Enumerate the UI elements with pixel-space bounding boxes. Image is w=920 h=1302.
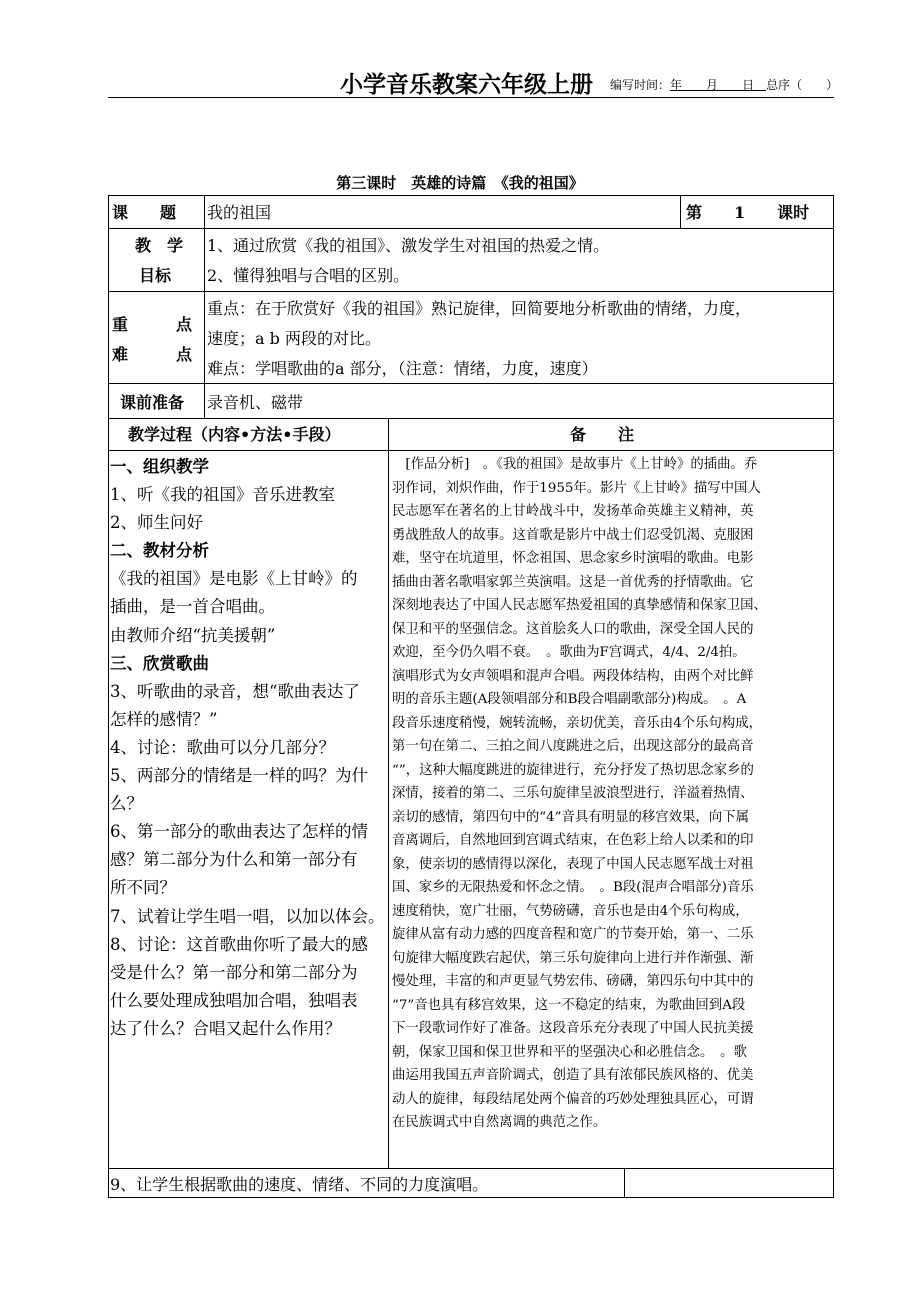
row-divider	[108, 291, 834, 292]
notes-line: 速度稍快，宽广壮丽，气势磅礴，音乐也是由4个乐句构成，	[392, 903, 749, 919]
notes-line: 明的音乐主题(A段领唱部分和B段合唱副歌部分)构成。 。A	[392, 692, 747, 707]
key-line: 重点：在于欣赏好《我的祖国》熟记旋律，回简要地分析歌曲的情绪，力度，	[207, 299, 752, 318]
process-line: 达了什么？合唱又起什么作用？	[110, 1018, 341, 1038]
goals-label: 目标	[139, 266, 172, 285]
process-line: 5、两部分的情绪是一样的吗？为什	[110, 766, 368, 786]
meta-year: 年	[670, 78, 683, 92]
key-label: 重 点	[112, 315, 193, 334]
row-divider	[108, 418, 834, 419]
meta-month: 月	[706, 78, 719, 92]
process-line: 一、组织教学	[110, 457, 209, 476]
notes-line: 象，使亲切的感情得以深化，表现了中国人民志愿军战士对祖	[392, 856, 754, 872]
process-line: 么？	[110, 794, 143, 814]
row-divider	[108, 1168, 834, 1169]
process-line: 由教师介绍“抗美援朝”	[110, 625, 276, 645]
meta-label: 编写时间：	[610, 78, 671, 92]
notes-line: 亲切的感情，第四句中的“4”音具有明显的移宫效果，向下属	[392, 809, 749, 825]
process-line: 感？第二部分为什么和第一部分有	[110, 850, 358, 870]
notes-line: [作品分析] 。《我的祖国》是故事片《上甘岭》的插曲。乔	[392, 457, 758, 472]
meta-day: 日	[742, 78, 755, 92]
process-line: 插曲，是一首合唱曲。	[110, 597, 275, 617]
process-header: 教学过程（内容•方法•手段）	[128, 425, 341, 444]
notes-line: 段音乐速度稍慢，婉转流畅，亲切优美，音乐由4个乐句构成，	[392, 715, 763, 731]
key-line: 难点：学唱歌曲的a 部分，（注意：情绪，力度，速度）	[207, 359, 598, 378]
process-line: 4、讨论：歌曲可以分几部分？	[110, 737, 335, 757]
notes-line: 朝，保家卫国和保卫世界和平的坚强决心和必胜信念。 。歌	[392, 1044, 747, 1060]
process-column	[110, 453, 388, 1043]
process-line: 怎样的感情？”	[110, 709, 218, 729]
notes-line: 慢处理，丰富的和声更显气势宏伟、磅礴，第四乐句中其中的	[392, 974, 754, 989]
notes-line: 第一句在第二、三拍之间八度跳进之后，出现这部分的最高音	[392, 739, 754, 754]
process-line: 受是什么？第一部分和第二部分为	[110, 962, 358, 982]
notes-line: 羽作词，刘炽作曲，作于1955年。影片《上甘岭》描写中国人	[392, 480, 761, 496]
col-divider	[204, 195, 205, 418]
notes-line: 插曲由著名歌唱家郭兰英演唱。这是一首优秀的抒情歌曲。它	[392, 574, 754, 590]
notes-line: “7”音也具有移宫效果，这一不稳定的结束，为歌曲回到A段	[392, 997, 746, 1013]
header-title: 小学音乐教案六年级上册	[340, 71, 593, 98]
header-rule	[108, 97, 834, 98]
process-line: 二、教材分析	[110, 541, 209, 561]
col-divider	[680, 195, 681, 228]
notes-line: 国、家乡的无限热爱和怀念之情。 。B段(混声合唱部分)音乐	[392, 880, 754, 895]
key-line: 速度；a b 两段的对比。	[207, 329, 381, 348]
notes-line: “”，这种大幅度跳进的旋律进行，充分抒发了热切思念家乡的	[392, 762, 754, 778]
goal-item: 2、懂得独唱与合唱的区别。	[207, 266, 410, 285]
notes-line: 民志愿军在著名的上甘岭战斗中，发扬革命英雄主义精神，英	[392, 504, 754, 519]
prep-value: 录音机、磁带	[207, 393, 304, 412]
topic-label: 课 题	[112, 203, 177, 222]
process-line: 什么要处理成独唱加合唱，独唱表	[110, 990, 358, 1010]
process-line: 三、欣赏歌曲	[110, 653, 209, 673]
notes-line: 旋律从富有动力感的四度音程和宽广的节奏开始，第一、二乐	[392, 927, 754, 942]
notes-line: 演唱形式为女声领唱和混声合唱。两段体结构，由两个对比鲜	[392, 668, 754, 684]
notes-header: 备 注	[570, 425, 635, 444]
goal-item: 1、通过欣赏《我的祖国》、激发学生对祖国的热爱之情。	[207, 236, 610, 255]
notes-line: 深刻地表达了中国人民志愿军热爱祖国的真挚感情和保家卫国、	[392, 598, 767, 613]
notes-line: 欢迎，至今仍久唱不衰。 。歌曲为F宫调式，4/4、2/4拍。	[392, 645, 746, 660]
process-line: 8、讨论：这首歌曲你听了最大的感	[110, 934, 368, 954]
notes-line: 曲运用我国五声音阶调式，创造了具有浓郁民族风格的、优美	[392, 1068, 754, 1083]
period-label: 第 1 课时	[686, 203, 810, 222]
process-line: 7、试着让学生唱一唱，以加以体会。	[110, 906, 385, 926]
meta-order: 总序（ ）	[766, 78, 839, 92]
row-divider	[108, 450, 834, 451]
notes-line: 音离调后，自然地回到宫调式结束，在色彩上给人以柔和的印	[392, 833, 754, 848]
notes-line: 句旋律大幅度跌宕起伏，第三乐句旋律向上进行并作渐强、渐	[392, 950, 754, 966]
difficult-label: 难 点	[112, 345, 193, 364]
process-line: 1、听《我的祖国》音乐进教室	[110, 485, 335, 505]
notes-line: 在民族调式中自然离调的典范之作。	[392, 1115, 607, 1130]
header-meta	[610, 76, 838, 93]
process-line: 2、师生问好	[110, 513, 203, 533]
last-row-text: 9、让学生根据歌曲的速度、情绪、不同的力度演唱。	[110, 1175, 489, 1194]
process-line: 6、第一部分的歌曲表达了怎样的情	[110, 822, 368, 842]
notes-line: 难，坚守在坑道里，怀念祖国、思念家乡时演唱的歌曲。电影	[392, 551, 754, 566]
prep-label: 课前准备	[120, 393, 185, 412]
col-divider	[388, 418, 389, 1168]
notes-line: 动人的旋律，每段结尾处两个偏音的巧妙处理独具匠心，可谓	[392, 1091, 754, 1107]
process-line: 3、听歌曲的录音，想“歌曲表达了	[110, 681, 360, 701]
goals-label: 教 学	[135, 236, 184, 255]
topic-value: 我的祖国	[207, 203, 272, 222]
notes-line: 保卫和平的坚强信念。这首脍炙人口的歌曲，深受全国人民的	[392, 621, 754, 637]
notes-line: 深情，接着的第二、三乐句旋律呈波浪型进行，洋溢着热情、	[392, 786, 754, 801]
col-divider	[624, 1168, 625, 1198]
row-divider	[108, 228, 834, 229]
notes-column	[392, 453, 832, 1135]
row-divider	[108, 383, 834, 384]
notes-line: 下一段歌词作好了准备。这段音乐充分表现了中国人民抗美援	[392, 1021, 754, 1036]
process-line: 所不同？	[110, 878, 176, 898]
page-header	[108, 62, 839, 98]
lesson-title: 第三课时 英雄的诗篇 《我的祖国》	[336, 174, 584, 192]
process-line: 《我的祖国》是电影《上甘岭》的	[110, 569, 358, 589]
notes-line: 勇战胜敌人的故事。这首歌是影片中战士们忍受饥渴、克服困	[392, 527, 754, 543]
